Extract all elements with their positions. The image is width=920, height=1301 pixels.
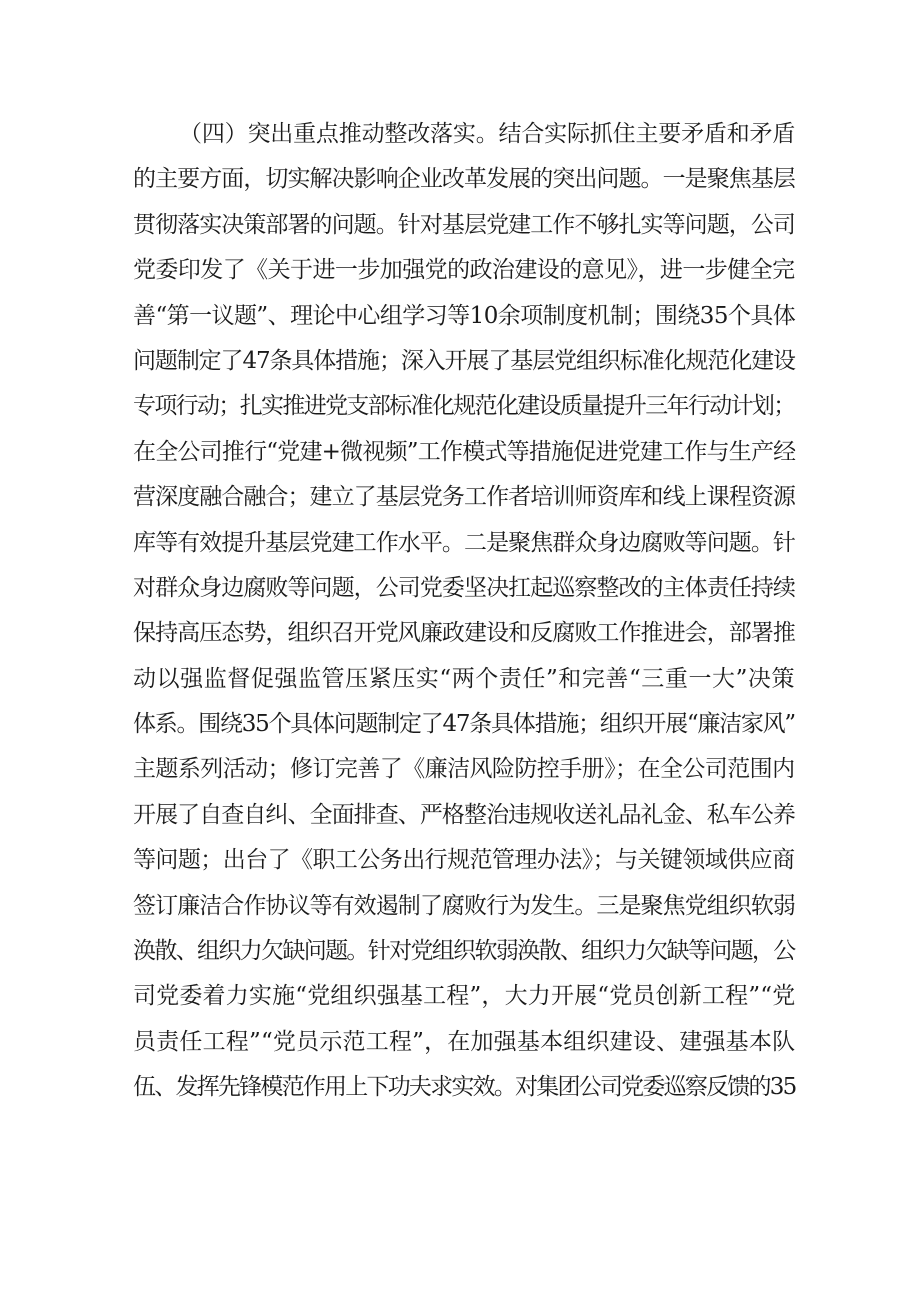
paragraph-line: 签订廉洁合作协议等有效遏制了腐败行为发生。三是聚焦党组织软弱 (133, 892, 796, 919)
paragraph-line: 在全公司推行“党建+微视频”工作模式等措施促进党建工作与生产经 (133, 438, 796, 465)
paragraph-line: 专项行动；扎实推进党支部标准化规范化建设质量提升三年行动计划； (133, 393, 795, 420)
paragraph-line: 主题系列活动；修订完善了《廉洁风险防控手册》；在全公司范围内 (133, 756, 795, 783)
paragraph-line: 党委印发了《关于进一步加强党的政治建设的意见》，进一步健全完 (133, 257, 795, 284)
paragraph-line: 库等有效提升基层党建工作水平。二是聚焦群众身边腐败等问题。针 (133, 529, 796, 556)
paragraph-line: 开展了自查自纠、全面排查、严格整治违规收送礼品礼金、私车公养 (133, 801, 796, 828)
paragraph-line: 善“第一议题”、理论中心组学习等10余项制度机制；围绕35个具体 (133, 302, 796, 329)
body-paragraph (133, 112, 796, 1111)
paragraph-line: 员责任工程”“党员示范工程”，在加强基本组织建设、建强基本队 (133, 1028, 796, 1055)
paragraph-line: 动以强监督促强监管压紧压实“两个责任”和完善“三重一大”决策 (133, 665, 796, 692)
paragraph-line: 保持高压态势，组织召开党风廉政建设和反腐败工作推进会，部署推 (133, 620, 796, 647)
paragraph-line: 等问题；出台了《职工公务出行规范管理办法》；与关键领域供应商 (133, 847, 795, 874)
paragraph-line: 涣散、组织力欠缺问题。针对党组织软弱涣散、组织力欠缺等问题，公 (133, 938, 795, 965)
paragraph-line: 体系。围绕35个具体问题制定了47条具体措施；组织开展“廉洁家风” (133, 711, 795, 738)
paragraph-line: 伍、发挥先锋模范作用上下功夫求实效。对集团公司党委巡察反馈的35 (133, 1074, 796, 1101)
paragraph-line: 司党委着力实施“党组织强基工程”，大力开展“党员创新工程”“党 (133, 983, 796, 1010)
paragraph-line: 问题制定了47条具体措施；深入开展了基层党组织标准化规范化建设 (133, 347, 795, 374)
paragraph-line: （四）突出重点推动整改落实。结合实际抓住主要矛盾和矛盾 (179, 121, 796, 147)
paragraph-line: 的主要方面，切实解决影响企业改革发展的突出问题。一是聚焦基层 (133, 166, 796, 193)
paragraph-line: 对群众身边腐败等问题，公司党委坚决扛起巡察整改的主体责任持续 (133, 574, 796, 601)
paragraph-line: 贯彻落实决策部署的问题。针对基层党建工作不够扎实等问题，公司 (133, 211, 796, 238)
paragraph-line: 营深度融合融合；建立了基层党务工作者培训师资库和线上课程资源 (133, 484, 796, 511)
